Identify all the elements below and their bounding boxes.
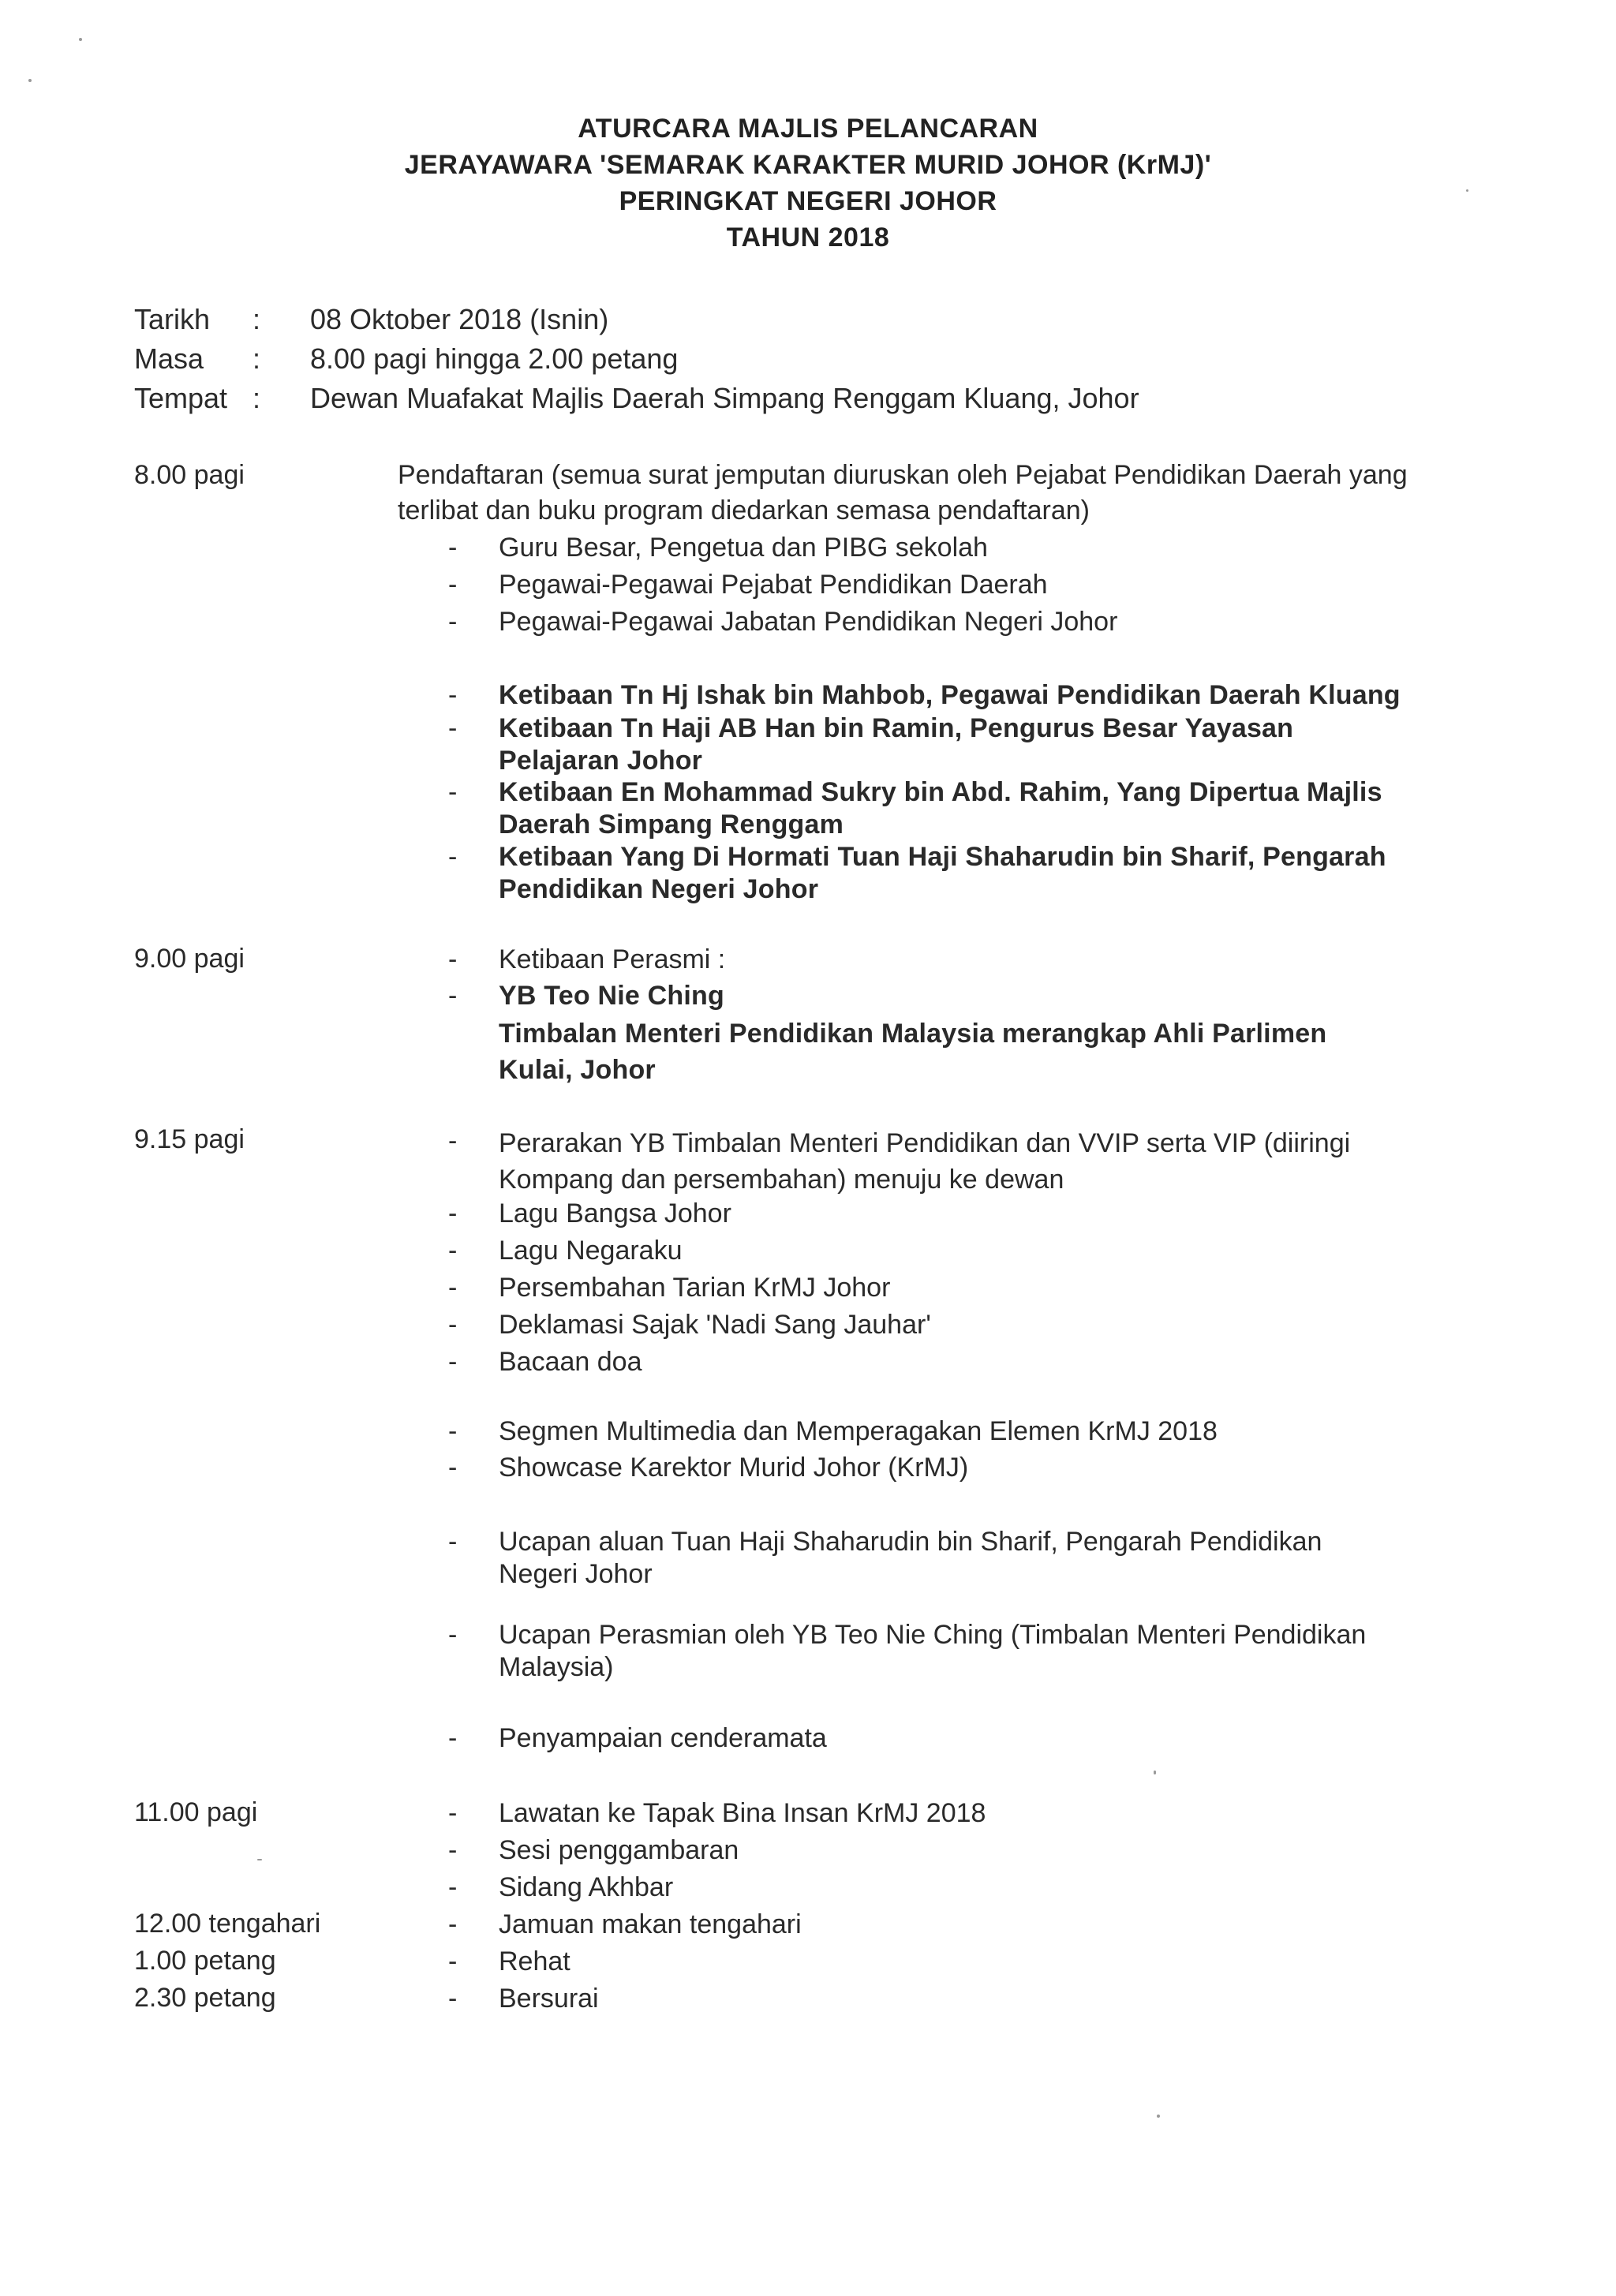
- list-item: Lagu Negaraku: [499, 1236, 683, 1266]
- scan-speck: [1466, 189, 1468, 192]
- bullet-dash: -: [448, 1527, 458, 1557]
- bullet-dash: -: [448, 713, 458, 743]
- scan-speck: [79, 38, 82, 41]
- time-colon: :: [252, 342, 261, 375]
- bullet-dash: -: [448, 1236, 458, 1266]
- list-item: Persembahan Tarian KrMJ Johor: [499, 1273, 891, 1303]
- list-item: Sidang Akhbar: [499, 1872, 674, 1902]
- list-item: Ketibaan Perasmi :: [499, 944, 726, 974]
- time-slot: 12.00 tengahari: [134, 1909, 321, 1939]
- time-slot: 9.15 pagi: [134, 1124, 245, 1154]
- scan-speck: [28, 79, 32, 82]
- bullet-dash: -: [448, 777, 458, 807]
- bullet-dash: -: [448, 981, 458, 1011]
- title-line-1: ATURCARA MAJLIS PELANCARAN: [578, 114, 1038, 144]
- venue-value: Dewan Muafakat Majlis Daerah Simpang Renggam Kluang, Johor: [310, 382, 1139, 414]
- list-item: Lagu Bangsa Johor: [499, 1198, 731, 1228]
- bullet-dash: -: [448, 1835, 458, 1865]
- bullet-dash: -: [448, 1723, 458, 1753]
- time-slot: 9.00 pagi: [134, 944, 245, 974]
- time-slot: 2.30 petang: [134, 1983, 276, 2013]
- time-slot: 11.00 pagi: [134, 1797, 258, 1827]
- list-item: Penyampaian cenderamata: [499, 1723, 827, 1753]
- date-colon: :: [252, 303, 261, 335]
- list-item: Lawatan ke Tapak Bina Insan KrMJ 2018: [499, 1798, 986, 1828]
- scan-speck: [1157, 2115, 1160, 2118]
- time-slot: 1.00 petang: [134, 1946, 276, 1976]
- date-value: 08 Oktober 2018 (Isnin): [310, 303, 609, 335]
- list-item: Ucapan aluan Tuan Haji Shaharudin bin Sharif, Pengarah Pendidikan Negeri Johor: [499, 1527, 1322, 1589]
- list-item: Pegawai-Pegawai Pejabat Pendidikan Daerah: [499, 570, 1048, 600]
- list-item: Rehat: [499, 1946, 570, 1976]
- document-title: [0, 110, 1616, 256]
- scan-speck: [257, 1859, 262, 1860]
- bullet-dash: -: [448, 842, 458, 872]
- title-line-3: PERINGKAT NEGERI JOHOR: [619, 186, 997, 216]
- bullet-dash: -: [448, 1310, 458, 1340]
- list-item: Ketibaan En Mohammad Sukry bin Abd. Rahim, Yang Dipertua Majlis Daerah Simpang Renggam: [499, 777, 1382, 839]
- list-item: Bersurai: [499, 1984, 599, 2014]
- title-line-2: JERAYAWARA 'SEMARAK KARAKTER MURID JOHOR (KrMJ)': [404, 150, 1212, 180]
- list-item: Sesi penggambaran: [499, 1835, 739, 1865]
- bullet-dash: -: [448, 1126, 458, 1156]
- list-item: Timbalan Menteri Pendidikan Malaysia merangkap Ahli Parlimen Kulai, Johor: [499, 1019, 1327, 1085]
- list-item: Perarakan YB Timbalan Menteri Pendidikan dan VVIP serta VIP (diiringi Kompang dan persembahan) menuju ke dewan: [499, 1128, 1351, 1195]
- bullet-dash: -: [448, 1620, 458, 1650]
- bullet-dash: -: [448, 1198, 458, 1228]
- venue-label: Tempat: [134, 382, 228, 414]
- list-item: Guru Besar, Pengetua dan PIBG sekolah: [499, 533, 988, 563]
- bullet-dash: -: [448, 607, 458, 637]
- list-item: YB Teo Nie Ching: [499, 981, 724, 1011]
- list-item: Ketibaan Yang Di Hormati Tuan Haji Shaharudin bin Sharif, Pengarah Pendidikan Negeri Johor: [499, 842, 1386, 904]
- list-item: Ketibaan Tn Haji AB Han bin Ramin, Pengurus Besar Yayasan Pelajaran Johor: [499, 713, 1294, 776]
- list-item: Bacaan doa: [499, 1347, 642, 1377]
- bullet-dash: -: [448, 1909, 458, 1939]
- time-slot: 8.00 pagi: [134, 460, 245, 490]
- bullet-dash: -: [448, 1347, 458, 1377]
- bullet-dash: -: [448, 680, 458, 710]
- list-item: Pegawai-Pegawai Jabatan Pendidikan Negeri Johor: [499, 607, 1118, 637]
- registration-intro: Pendaftaran (semua surat jemputan diuruskan oleh Pejabat Pendidikan Daerah yang terlibat dan buku program diedarkan semasa pendaftaran): [398, 460, 1408, 525]
- bullet-dash: -: [448, 533, 458, 563]
- bullet-dash: -: [448, 1798, 458, 1828]
- bullet-dash: -: [448, 1946, 458, 1976]
- bullet-dash: -: [448, 570, 458, 600]
- bullet-dash: -: [448, 1273, 458, 1303]
- list-item: Segmen Multimedia dan Memperagakan Elemen KrMJ 2018: [499, 1416, 1218, 1446]
- time-label: Masa: [134, 342, 204, 375]
- list-item: Ketibaan Tn Hj Ishak bin Mahbob, Pegawai Pendidikan Daerah Kluang: [499, 680, 1401, 710]
- list-item: Jamuan makan tengahari: [499, 1909, 802, 1939]
- date-label: Tarikh: [134, 303, 211, 335]
- scan-speck: [1154, 1771, 1156, 1774]
- venue-colon: :: [252, 382, 261, 414]
- list-item: Showcase Karektor Murid Johor (KrMJ): [499, 1453, 969, 1483]
- bullet-dash: -: [448, 1453, 458, 1483]
- bullet-dash: -: [448, 1872, 458, 1902]
- time-value: 8.00 pagi hingga 2.00 petang: [310, 342, 679, 375]
- bullet-dash: -: [448, 944, 458, 974]
- bullet-dash: -: [448, 1416, 458, 1446]
- title-line-4: TAHUN 2018: [726, 222, 890, 252]
- list-item: Ucapan Perasmian oleh YB Teo Nie Ching (Timbalan Menteri Pendidikan Malaysia): [499, 1620, 1367, 1682]
- list-item: Deklamasi Sajak 'Nadi Sang Jauhar': [499, 1310, 931, 1340]
- bullet-dash: -: [448, 1984, 458, 2014]
